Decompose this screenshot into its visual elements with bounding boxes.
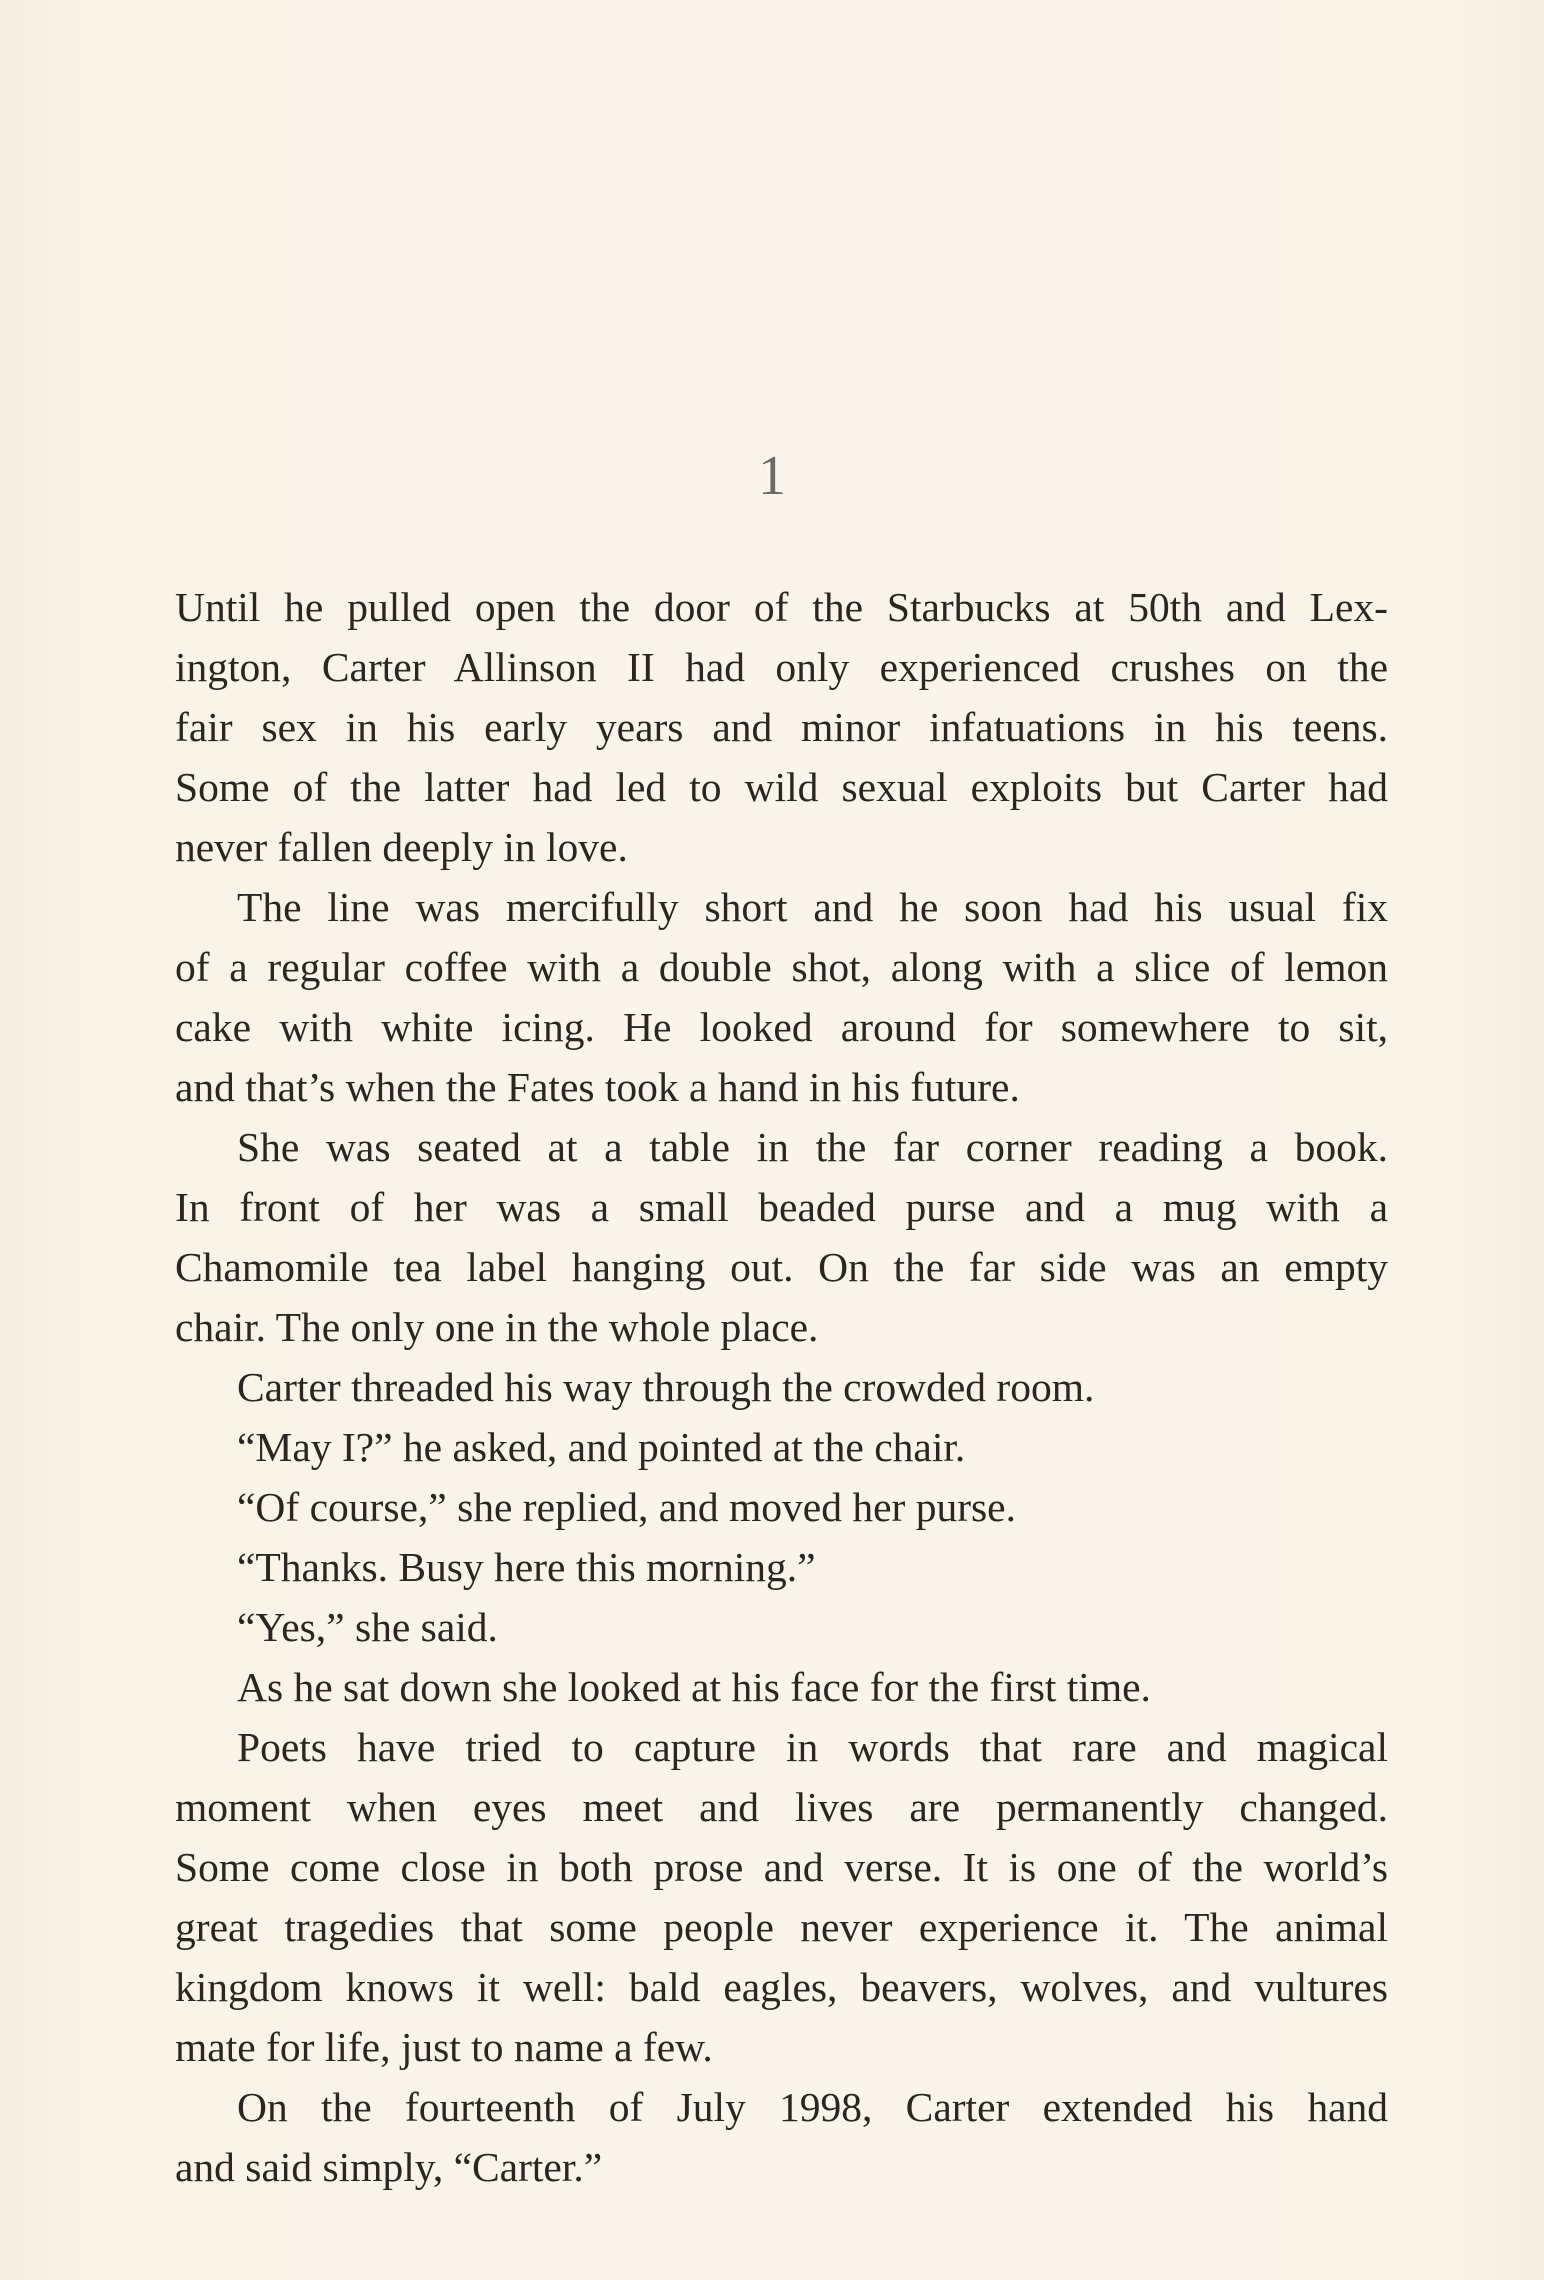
text-line: Until he pulled open the door of the Starbucks at 50th and Lex- (175, 584, 1388, 630)
text-line: “Thanks. Busy here this morning.” (237, 1544, 816, 1590)
paragraph (175, 1657, 1388, 1717)
paragraph (175, 1597, 1388, 1657)
text-line: Some come close in both prose and verse. It is one of the world’s (175, 1844, 1388, 1890)
text-line: Chamomile tea label hanging out. On the far side was an empty (175, 1244, 1388, 1290)
text-line: “Of course,” she replied, and moved her purse. (237, 1484, 1016, 1530)
text-line: “May I?” he asked, and pointed at the chair. (237, 1424, 966, 1470)
paragraph (175, 2077, 1388, 2197)
paragraph (175, 1117, 1388, 1357)
text-line: Some of the latter had led to wild sexual exploits but Carter had (175, 764, 1388, 810)
text-line: and that’s when the Fates took a hand in his future. (175, 1064, 1020, 1110)
text-line: great tragedies that some people never experience it. The animal (175, 1904, 1388, 1950)
text-line: cake with white icing. He looked around for somewhere to sit, (175, 1004, 1388, 1050)
text-line: Poets have tried to capture in words that rare and magical (237, 1724, 1388, 1770)
text-line: moment when eyes meet and lives are permanently changed. (175, 1784, 1388, 1830)
text-line: ington, Carter Allinson II had only experienced crushes on the (175, 644, 1388, 690)
paragraph (175, 1417, 1388, 1477)
text-line: On the fourteenth of July 1998, Carter extended his hand (237, 2084, 1388, 2130)
text-line: mate for life, just to name a few. (175, 2024, 713, 2070)
text-line: fair sex in his early years and minor infatuations in his teens. (175, 704, 1388, 750)
paragraph (175, 1477, 1388, 1537)
paragraph (175, 577, 1388, 877)
text-line: Carter threaded his way through the crowded room. (237, 1364, 1095, 1410)
chapter-body (175, 577, 1388, 2197)
text-line: chair. The only one in the whole place. (175, 1304, 819, 1350)
text-line: “Yes,” she said. (237, 1604, 498, 1650)
text-line: never fallen deeply in love. (175, 824, 628, 870)
text-line: of a regular coffee with a double shot, along with a slice of lemon (175, 944, 1388, 990)
chapter-number: 1 (758, 445, 786, 507)
text-line: and said simply, “Carter.” (175, 2144, 603, 2190)
paragraph (175, 1717, 1388, 2077)
text-line: She was seated at a table in the far corner reading a book. (237, 1124, 1388, 1170)
paragraph (175, 1537, 1388, 1597)
text-line: kingdom knows it well: bald eagles, beavers, wolves, and vultures (175, 1964, 1388, 2010)
paragraph (175, 877, 1388, 1117)
text-line: The line was mercifully short and he soon had his usual fix (237, 884, 1388, 930)
paragraph (175, 1357, 1388, 1417)
text-line: In front of her was a small beaded purse and a mug with a (175, 1184, 1388, 1230)
text-line: As he sat down she looked at his face for the first time. (237, 1664, 1151, 1710)
